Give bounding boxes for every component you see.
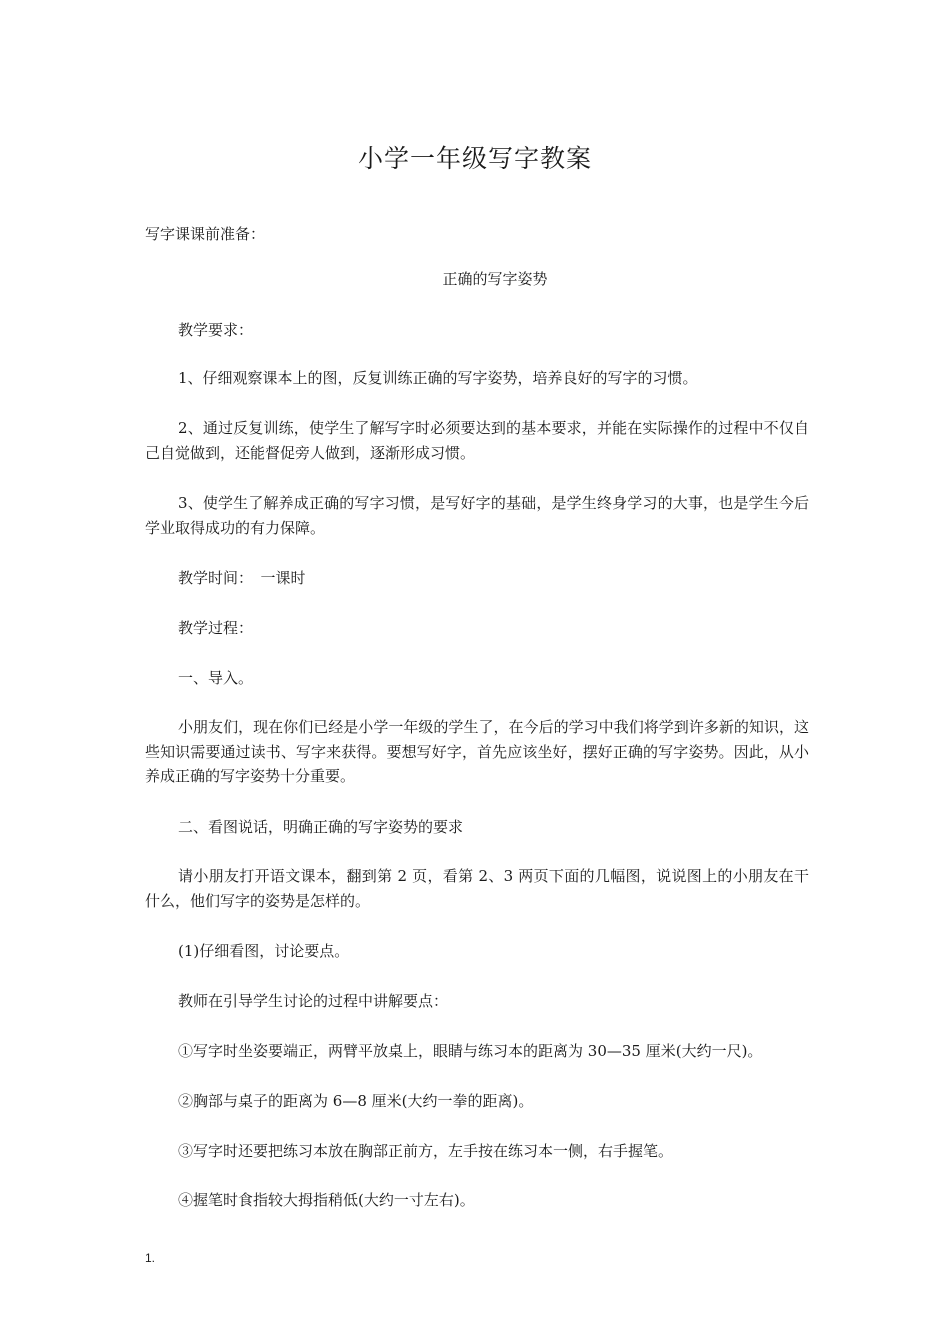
discussion-step: (1)仔细看图，讨论要点。 xyxy=(178,942,350,960)
document-title: 小学一年级写字教案 xyxy=(357,144,592,173)
requirement-3: 3、使学生了解养成正确的写字习惯，是写好字的基础，是学生终身学习的大事，也是学生今后学业取得成功的有力保障。 xyxy=(145,494,809,537)
requirement-1: 1、仔细观察课本上的图，反复训练正确的写字姿势，培养良好的写字的习惯。 xyxy=(178,369,698,387)
point-4: ④握笔时食指较大拇指稍低(大约一寸左右)。 xyxy=(178,1191,475,1209)
point-3: ③写字时还要把练习本放在胸部正前方，左手按在练习本一侧，右手握笔。 xyxy=(178,1142,674,1160)
section-2-heading: 二、看图说话，明确正确的写字姿势的要求 xyxy=(178,818,464,836)
intro-paragraph: 小朋友们，现在你们已经是小学一年级的学生了，在今后的学习中我们将学到许多新的知识，这些知识需要通过读书、写字来获得。要想写好字，首先应该坐好，摆好正确的写字姿势。因此，从小养成正确的写字姿势十分重要。 xyxy=(145,718,809,785)
section-heading: 正确的写字姿势 xyxy=(442,270,548,288)
teaching-process-label: 教学过程： xyxy=(178,619,254,637)
textbook-instruction: 请小朋友打开语文课本，翻到第 2 页，看第 2、3 两页下面的几幅图，说说图上的小朋友在干什么，他们写字的姿势是怎样的。 xyxy=(145,867,809,910)
page-number: 1. xyxy=(145,1251,156,1265)
point-2: ②胸部与桌子的距离为 6—8 厘米(大约一拳的距离)。 xyxy=(178,1092,534,1110)
point-1: ①写字时坐姿要端正，两臂平放桌上，眼睛与练习本的距离为 30—35 厘米(大约一尺)。 xyxy=(178,1042,763,1060)
teaching-time: 教学时间： 一课时 xyxy=(178,569,306,587)
preparation-label: 写字课课前准备： xyxy=(145,225,266,243)
section-1-heading: 一、导入。 xyxy=(178,669,254,687)
teacher-guidance: 教师在引导学生讨论的过程中讲解要点： xyxy=(178,992,449,1010)
teaching-requirements-label: 教学要求： xyxy=(178,321,254,339)
requirement-2: 2、通过反复训练，使学生了解写字时必须要达到的基本要求，并能在实际操作的过程中不仅自己自觉做到，还能督促旁人做到，逐渐形成习惯。 xyxy=(145,419,809,462)
